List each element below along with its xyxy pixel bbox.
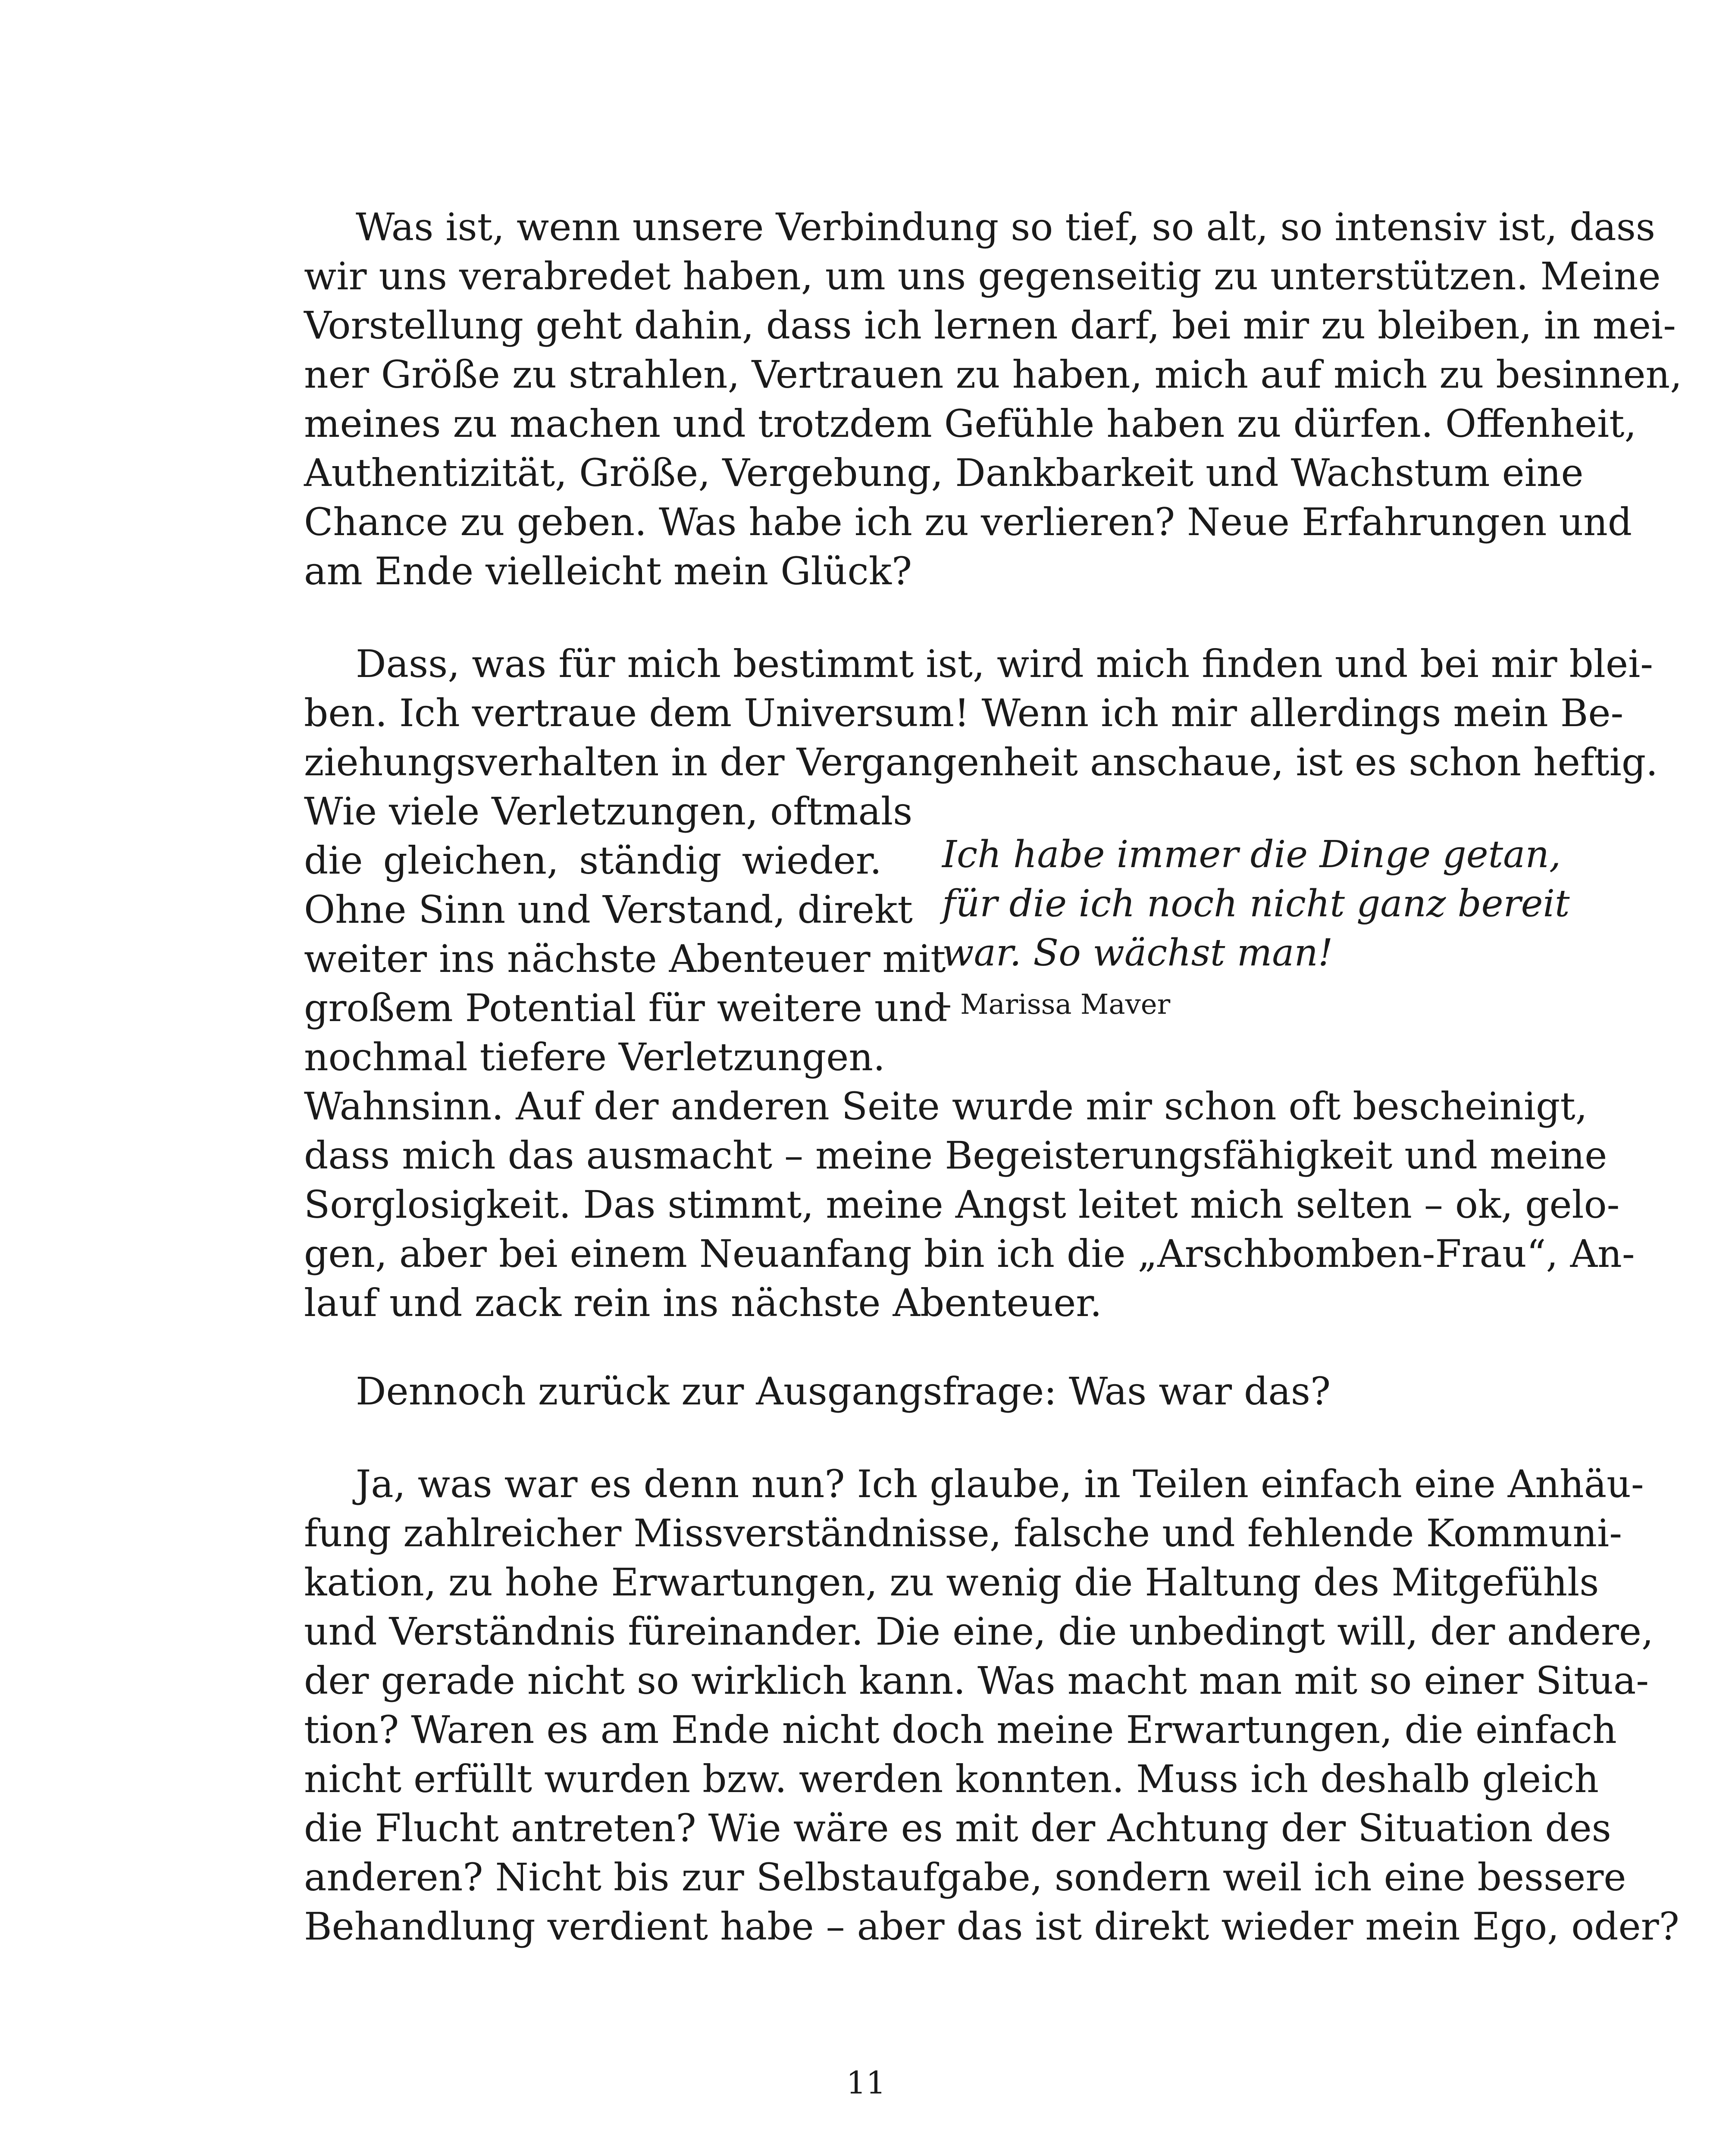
paragraph-4-line: der gerade nicht so wirklich kann. Was macht man mit so einer Situa- xyxy=(304,1658,1649,1703)
page-number: 11 xyxy=(846,2065,886,2101)
paragraph-4-line: kation, zu hohe Erwartungen, zu wenig die Haltung des Mitgefühls xyxy=(304,1560,1599,1604)
paragraph-4-line: nicht erfüllt wurden bzw. werden konnten. Muss ich deshalb gleich xyxy=(304,1757,1599,1801)
paragraph-2-line: Sorglosigkeit. Das stimmt, meine Angst leitet mich selten – ok, gelo- xyxy=(304,1182,1620,1227)
paragraph-1-line: wir uns verabredet haben, um uns gegenseitig zu unterstützen. Meine xyxy=(304,254,1661,298)
paragraph-4-line: die Flucht antreten? Wie wäre es mit der Achtung der Situation des xyxy=(304,1806,1611,1850)
pull-quote-line: war. So wächst man! xyxy=(942,931,1333,975)
paragraph-2-line: Wie viele Verletzungen, oftmals xyxy=(304,789,913,834)
paragraph-1-line: meines zu machen und trotzdem Gefühle haben zu dürfen. Offenheit, xyxy=(304,401,1637,446)
paragraph-2-line: Ohne Sinn und Verstand, direkt xyxy=(304,887,913,932)
paragraph-2-line: gen, aber bei einem Neuanfang bin ich die „Arschbomben-Frau“, An- xyxy=(304,1232,1635,1276)
paragraph-2-line: Wahnsinn. Auf der anderen Seite wurde mir schon oft bescheinigt, xyxy=(304,1084,1588,1128)
paragraph-2-line: großem Potential für weitere und xyxy=(304,986,948,1030)
paragraph-4-line: fung zahlreicher Missverständnisse, falsche und fehlende Kommuni- xyxy=(304,1511,1622,1555)
paragraph-3-line: Dennoch zurück zur Ausgangsfrage: Was war das? xyxy=(356,1369,1331,1413)
paragraph-2-line: dass mich das ausmacht – meine Begeisterungsfähigkeit und meine xyxy=(304,1133,1607,1178)
paragraph-4-line: anderen? Nicht bis zur Selbstaufgabe, sondern weil ich eine bessere xyxy=(304,1855,1626,1899)
paragraph-2-line: weiter ins nächste Abenteuer mit xyxy=(304,937,946,981)
paragraph-4-line: und Verständnis füreinander. Die eine, die unbedingt will, der andere, xyxy=(304,1609,1654,1654)
paragraph-1-line: Chance zu geben. Was habe ich zu verlieren? Neue Erfahrungen und xyxy=(304,500,1632,544)
paragraph-2-line: die gleichen, ständig wieder. xyxy=(304,838,882,883)
pull-quote-line: für die ich noch nicht ganz bereit xyxy=(942,882,1570,925)
paragraph-1-line: am Ende vielleicht mein Glück? xyxy=(304,549,912,593)
paragraph-2-line: lauf und zack rein ins nächste Abenteuer. xyxy=(304,1281,1102,1325)
paragraph-1-line: Vorstellung geht dahin, dass ich lernen darf, bei mir zu bleiben, in mei- xyxy=(304,303,1676,348)
paragraph-2-line: ben. Ich vertraue dem Universum! Wenn ich mir allerdings mein Be- xyxy=(304,691,1624,735)
paragraph-4-line: Ja, was war es denn nun? Ich glaube, in Teilen einfach eine Anhäu- xyxy=(356,1462,1644,1506)
pull-quote-line: Ich habe immer die Dinge getan, xyxy=(942,833,1561,876)
paragraph-2-line: nochmal tiefere Verletzungen. xyxy=(304,1035,885,1079)
paragraph-1-line: Was ist, wenn unsere Verbindung so tief, so alt, so intensiv ist, dass xyxy=(356,205,1656,249)
paragraph-2-line: ziehungsverhalten in der Vergangenheit anschaue, ist es schon heftig. xyxy=(304,740,1658,784)
paragraph-4-line: tion? Waren es am Ende nicht doch meine Erwartungen, die einfach xyxy=(304,1708,1617,1752)
paragraph-2-line: Dass, was für mich bestimmt ist, wird mich finden und bei mir blei- xyxy=(356,642,1653,686)
paragraph-1-line: Authentizität, Größe, Vergebung, Dankbarkeit und Wachstum eine xyxy=(304,451,1584,495)
pull-quote-author: - Marissa Maver xyxy=(942,989,1171,1021)
paragraph-1-line: ner Größe zu strahlen, Vertrauen zu haben, mich auf mich zu besinnen, xyxy=(304,352,1682,397)
paragraph-4-line: Behandlung verdient habe – aber das ist direkt wieder mein Ego, oder? xyxy=(304,1904,1679,1949)
